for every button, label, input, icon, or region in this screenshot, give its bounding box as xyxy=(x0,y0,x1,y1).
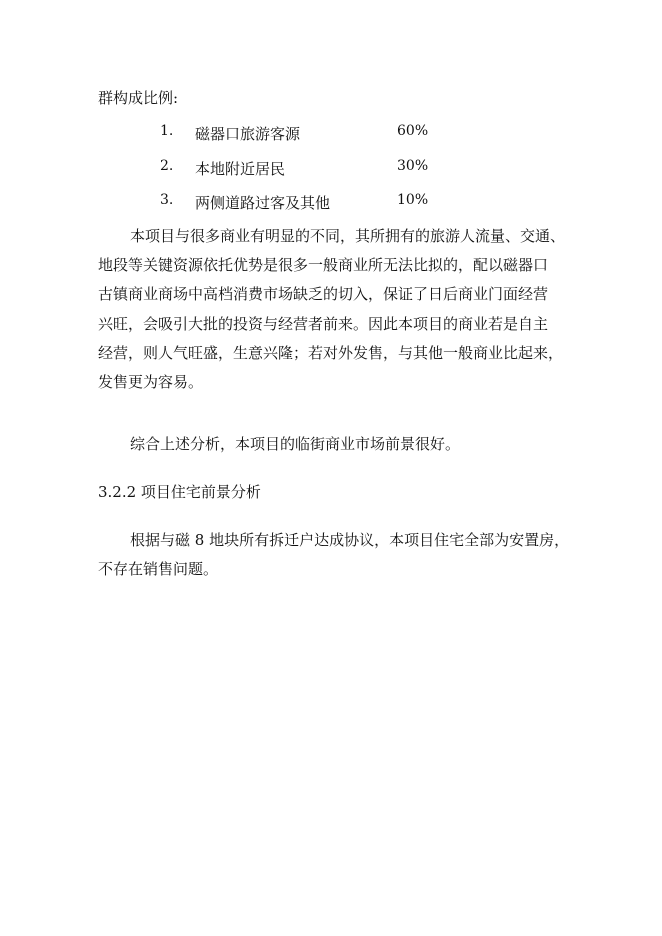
paragraph-line: 经营，则人气旺盛，生意兴隆；若对外发售，与其他一般商业比起来， xyxy=(98,343,564,362)
paragraph-line: 不存在销售问题。 xyxy=(98,560,219,578)
paragraph-commercial-analysis xyxy=(98,222,568,397)
paragraph-line: 古镇商业商场中高档消费市场缺乏的切入，保证了日后商业门面经营 xyxy=(98,285,549,304)
list-number: 1. xyxy=(160,123,174,139)
list-number: 2. xyxy=(160,158,174,174)
list-number: 3. xyxy=(160,192,174,208)
list-percentage: 10% xyxy=(397,192,429,208)
paragraph-conclusion xyxy=(98,430,568,459)
list-percentage: 60% xyxy=(397,123,429,139)
list-text: 磁器口旅游客源 xyxy=(195,125,301,143)
paragraph-line: 综合上述分析，本项目的临街商业市场前景很好。 xyxy=(130,435,461,453)
paragraph-line: 地段等关键资源依托优势是很多一般商业所无法比拟的，配以磁器口 xyxy=(98,256,549,275)
section-heading: 3.2.2 项目住宅前景分析 xyxy=(98,483,261,501)
list-percentage: 30% xyxy=(397,158,429,174)
list-text: 本地附近居民 xyxy=(195,160,286,178)
paragraph-residential-analysis xyxy=(98,526,568,584)
paragraph-line: 根据与磁 8 地块所有拆迁户达成协议，本项目住宅全部为安置房， xyxy=(130,531,570,549)
list-text: 两侧道路过客及其他 xyxy=(195,194,331,212)
paragraph-line: 本项目与很多商业有明显的不同，其所拥有的旅游人流量、交通、 xyxy=(130,227,566,245)
intro-text: 群构成比例: xyxy=(98,89,179,107)
paragraph-line: 兴旺，会吸引大批的投资与经营者前来。因此本项目的商业若是自主 xyxy=(98,314,549,333)
paragraph-line: 发售更为容易。 xyxy=(98,373,204,392)
